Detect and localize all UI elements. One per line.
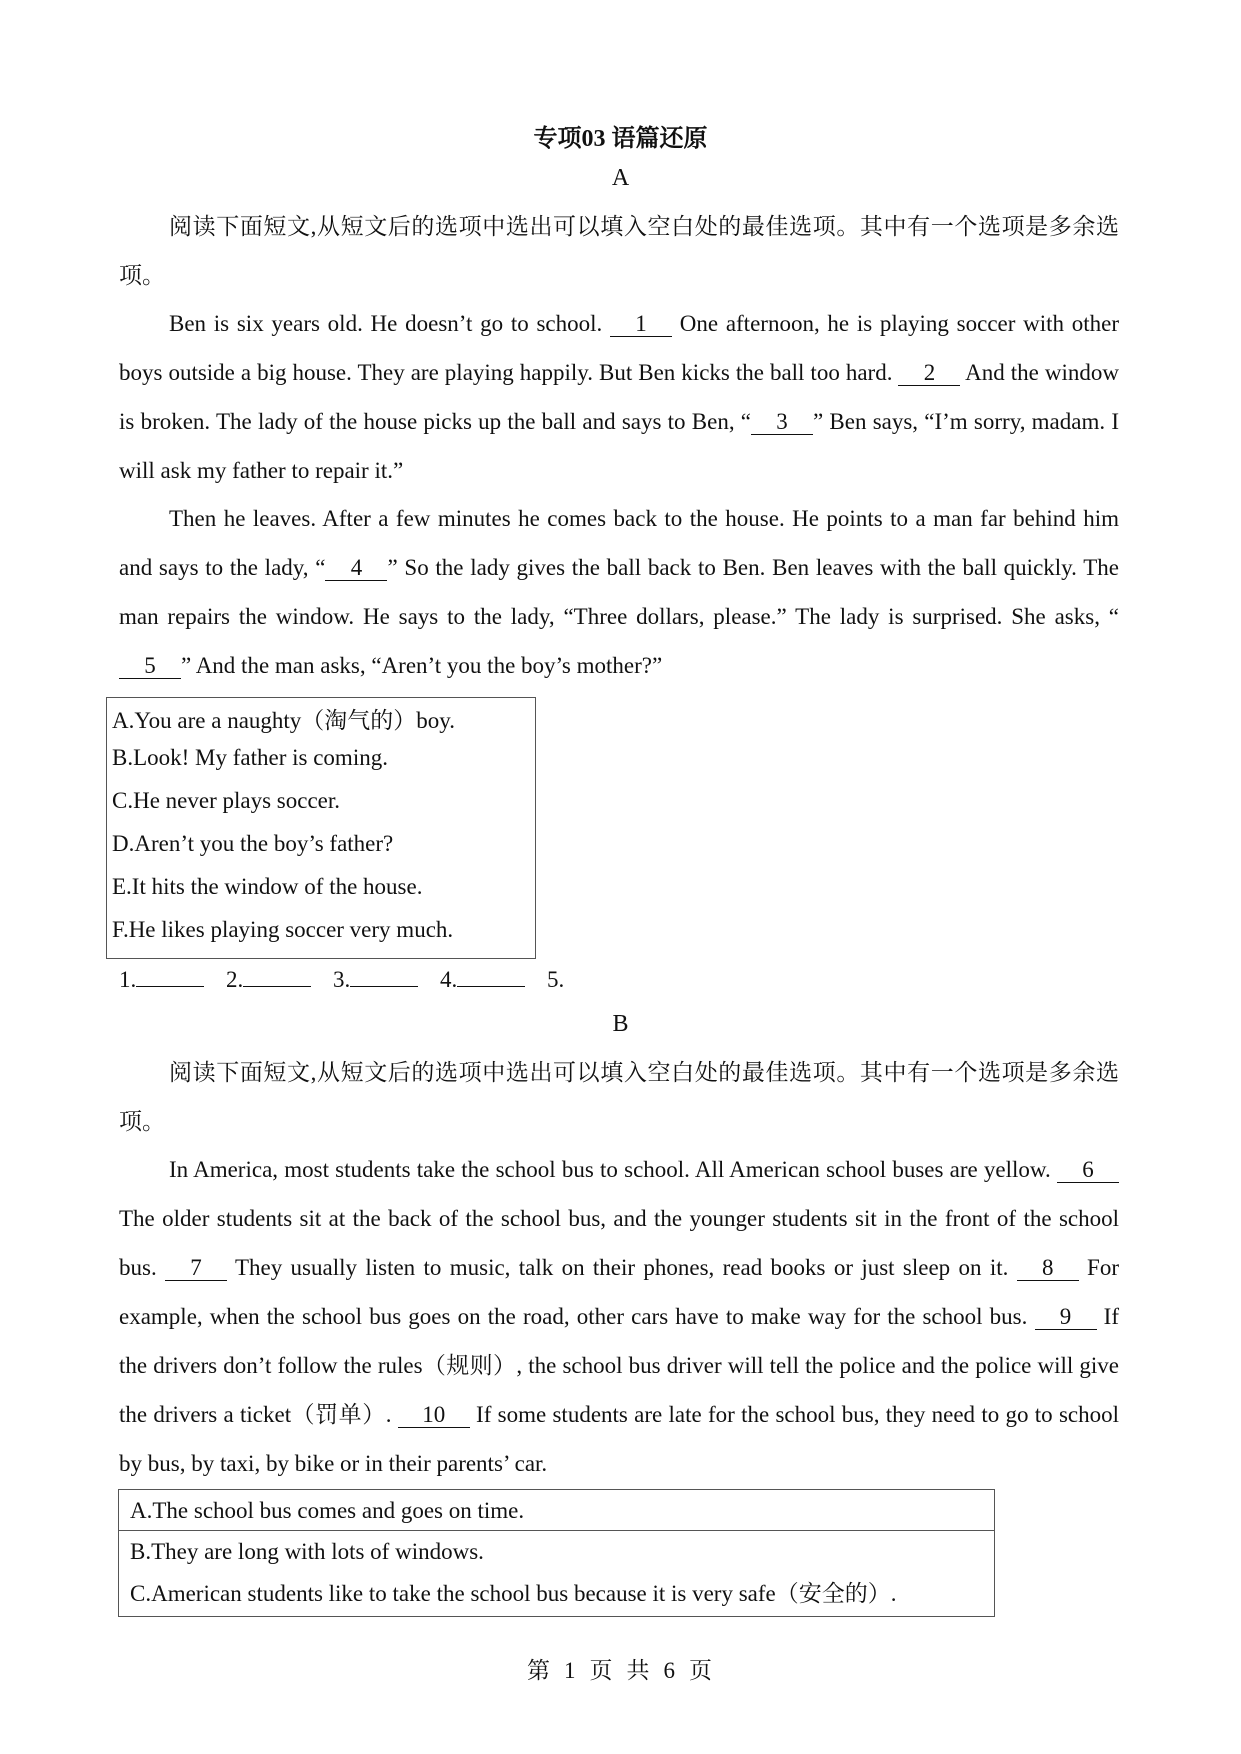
text-run: In America, most students take the school bus to school. All American school buses are yellow. — [169, 1157, 1057, 1182]
text-run: And the window is broken. The lady of the house picks up the ball and says to Ben, “ — [119, 360, 1119, 434]
section-a-options-box — [106, 697, 536, 959]
answer-label: 4. — [440, 967, 458, 992]
section-a-paragraph-1 — [119, 299, 1119, 495]
answer-blank[interactable] — [457, 968, 525, 987]
option-d: D.Aren’t you the boy’s father? — [112, 831, 394, 856]
option-c: C.He never plays soccer. — [112, 788, 341, 813]
option-b: B.They are long with lots of windows. — [130, 1539, 484, 1564]
text-run: For example, when the school bus goes on the road, other cars have to make way for the school bus. — [119, 1255, 1120, 1329]
section-a-instructions: 阅读下面短文,从短文后的选项中选出可以填入空白处的最佳选项。其中有一个选项是多余选项。 — [119, 214, 1119, 288]
text-run: One afternoon, he is playing soccer with other boys outside a big house. They are playing happily. But Ben kicks the ball too hard. — [119, 311, 1120, 385]
answer-slot-4[interactable] — [440, 967, 525, 993]
total-page-count: 6 — [663, 1658, 677, 1683]
text-run: If some students are late for the school bus, they need to go to school by bus, by taxi, by bike or in their parents’ car. — [119, 1402, 1120, 1476]
answer-label: 5. — [547, 967, 565, 992]
section-b-options-table — [118, 1489, 995, 1617]
footer-text: 页 — [589, 1658, 615, 1683]
text-run: ” And the man asks, “Aren’t you the boy’s mother?” — [181, 653, 663, 678]
blank-10[interactable]: 10 — [398, 1403, 470, 1428]
option-a: A.You are a naughty（淘气的）boy. — [112, 708, 456, 733]
section-b-paragraph-1 — [119, 1145, 1119, 1488]
section-b-heading: B — [612, 1011, 629, 1037]
option-f: F.He likes playing soccer very much. — [112, 917, 454, 942]
answer-label: 3. — [333, 967, 351, 992]
answer-slot-5[interactable] — [547, 967, 564, 993]
page-footer — [0, 1652, 1241, 1685]
section-a-paragraph-2 — [119, 494, 1119, 690]
page-title: 专项03 语篇还原 — [533, 126, 708, 152]
blank-3[interactable]: 3 — [751, 410, 813, 435]
text-run: The older students sit at the back of the school bus, and the younger students sit in the front of the school bus. — [119, 1206, 1119, 1280]
option-e: E.It hits the window of the house. — [112, 874, 423, 899]
footer-text: 页 — [689, 1658, 714, 1683]
answer-blank[interactable] — [136, 968, 204, 987]
current-page-number: 1 — [564, 1658, 578, 1683]
answer-label: 1. — [119, 967, 137, 992]
footer-text: 第 — [527, 1658, 552, 1683]
text-run: Then he leaves. After a few minutes he comes back to the house. He points to a man far behind him and says to the lady, “ — [119, 506, 1119, 580]
option-c: C.American students like to take the school bus because it is very safe（安全的）. — [130, 1581, 897, 1606]
answer-slot-3[interactable] — [333, 967, 418, 993]
option-b: B.Look! My father is coming. — [112, 745, 388, 770]
answer-slot-2[interactable] — [226, 967, 311, 993]
blank-5[interactable]: 5 — [119, 654, 181, 679]
blank-9[interactable]: 9 — [1035, 1305, 1097, 1330]
section-b-instructions: 阅读下面短文,从短文后的选项中选出可以填入空白处的最佳选项。其中有一个选项是多余选项。 — [119, 1060, 1119, 1134]
answer-blank[interactable] — [243, 968, 311, 987]
text-run: ” Ben says, “I’m sorry, madam. I will ask my father to repair it.” — [119, 409, 1119, 483]
answer-label: 2. — [226, 967, 244, 992]
text-run: They usually listen to music, talk on their phones, read books or just sleep on it. — [227, 1255, 1017, 1280]
answer-slot-1[interactable] — [119, 967, 204, 993]
text-run: If the drivers don’t follow the rules（规则）, the school bus driver will tell the police and the police will give the drivers a ticket（罚单）. — [119, 1304, 1119, 1427]
section-a-answer-line — [119, 967, 580, 993]
blank-4[interactable]: 4 — [325, 556, 387, 581]
blank-2[interactable]: 2 — [898, 361, 960, 386]
answer-blank[interactable] — [350, 968, 418, 987]
blank-8[interactable]: 8 — [1017, 1256, 1079, 1281]
option-a: A.The school bus comes and goes on time. — [119, 1490, 994, 1531]
blank-6[interactable]: 6 — [1057, 1158, 1119, 1183]
text-run: ” So the lady gives the ball back to Ben. Ben leaves with the ball quickly. The man repairs the window. He says to the lady, “Three dollars, please.” The lady is surprised. She asks, “ — [119, 555, 1119, 629]
section-a-heading: A — [611, 165, 630, 191]
blank-7[interactable]: 7 — [165, 1256, 227, 1281]
footer-text: 共 — [626, 1658, 652, 1683]
blank-1[interactable]: 1 — [610, 312, 672, 337]
text-run: Ben is six years old. He doesn’t go to school. — [169, 311, 611, 336]
